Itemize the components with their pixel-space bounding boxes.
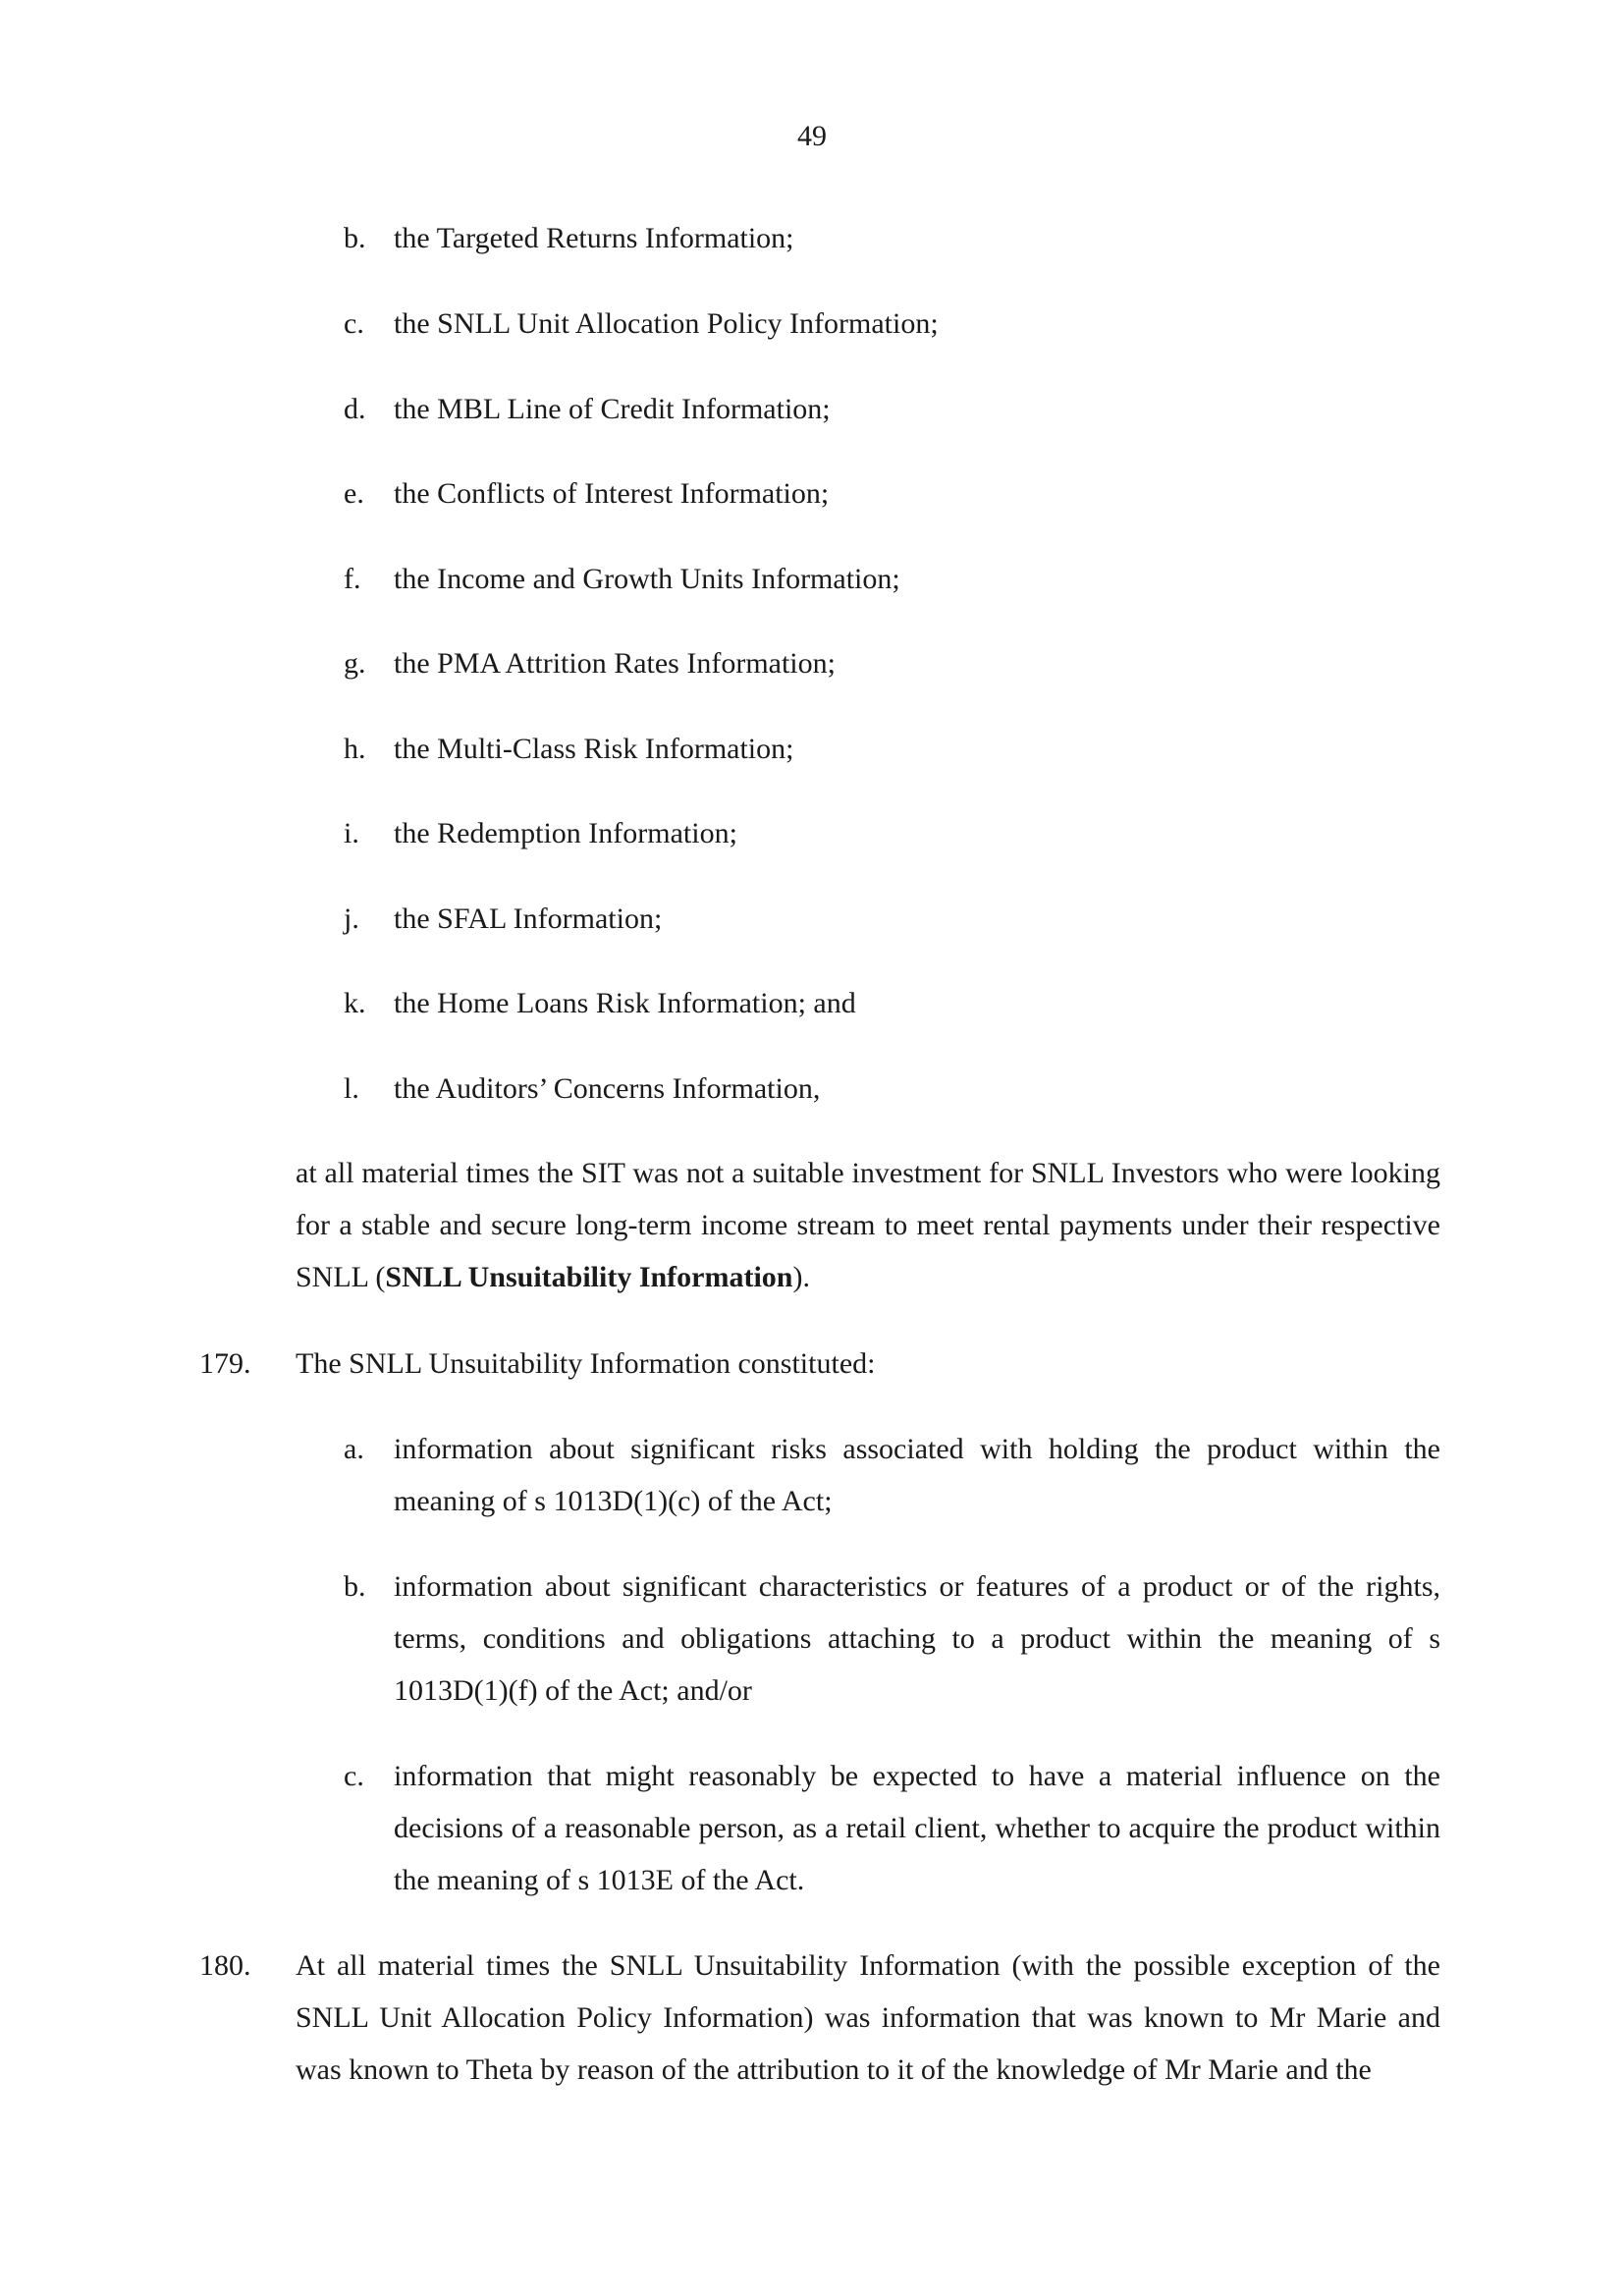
list-item-letter: d. (344, 393, 366, 425)
continuation-paragraph (296, 1147, 1440, 1303)
list-item-text: the SFAL Information; (394, 902, 663, 935)
list-item-text: the Income and Growth Units Information; (394, 563, 900, 595)
list-item-text: the PMA Attrition Rates Information; (394, 647, 836, 680)
paragraph-number: 180. (199, 1949, 251, 1982)
list-item-letter: j. (344, 902, 359, 935)
list-item-letter: a. (344, 1433, 364, 1465)
list-item-text: the Home Loans Risk Information; and (394, 987, 856, 1019)
list-item-letter: e. (344, 477, 364, 510)
list-item-text: information about significant risks associated with holding the product within the meaning of s 1013D(1)(c) of the Act; (394, 1433, 1440, 1517)
list-item-letter: g. (344, 647, 366, 680)
list-item-letter: l. (344, 1072, 359, 1105)
list-item-letter: b. (344, 222, 366, 254)
list-item-text: information that might reasonably be expected to have a material influence on the decisions of a reasonable person, as a retail client, whether to acquire the product within the meaning of s 1013E of the Act. (394, 1760, 1440, 1896)
list-item-text: the SNLL Unit Allocation Policy Information; (394, 307, 939, 340)
list-item-text: the Multi-Class Risk Information; (394, 733, 794, 765)
paragraph-number: 179. (199, 1347, 251, 1380)
list-item-text: the Targeted Returns Information; (394, 222, 794, 254)
list-item-letter: b. (344, 1570, 366, 1603)
page-number: 49 (797, 120, 827, 152)
list-item-text: the MBL Line of Credit Information; (394, 393, 831, 425)
continuation-text: at all material times the SIT was not a suitable investment for SNLL Investors who were looking for a stable and secure long-term income stream to meet rental payments under their respective SNLL ( (296, 1157, 1440, 1293)
list-item-text: the Redemption Information; (394, 817, 737, 849)
list-item-letter: h. (344, 733, 366, 765)
list-item-letter: c. (344, 1760, 364, 1792)
paragraph-text: The SNLL Unsuitability Information constituted: (296, 1347, 876, 1380)
list-item-letter: i. (344, 817, 359, 849)
list-item-text: information about significant characteristics or features of a product or of the rights, terms, conditions and obligations attaching to a product within the meaning of s 1013D(1)(f) of the Act; and/or (394, 1570, 1440, 1707)
defined-term: SNLL Unsuitability Information (385, 1261, 793, 1293)
continuation-end: ). (792, 1261, 810, 1293)
list-item-text: the Auditors’ Concerns Information, (394, 1072, 821, 1105)
paragraph-text: At all material times the SNLL Unsuitability Information (with the possible exception of the SNLL Unit Allocation Policy Information) was information that was known to Mr Marie and was known to Theta by reason of the attribution to it of the knowledge of Mr Marie and the (296, 1949, 1440, 2086)
list-item-text: the Conflicts of Interest Information; (394, 477, 830, 510)
list-item-letter: c. (344, 307, 364, 340)
list-item-letter: f. (344, 563, 361, 595)
list-item-letter: k. (344, 987, 366, 1019)
